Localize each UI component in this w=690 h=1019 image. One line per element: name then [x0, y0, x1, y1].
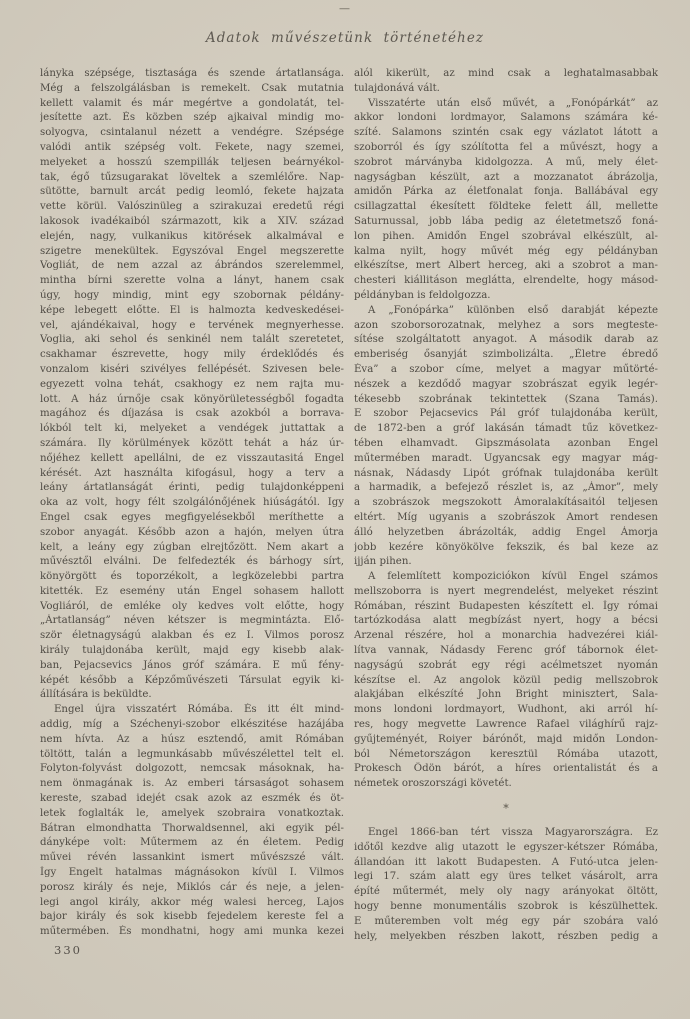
text-line: lányka szépsége, tisztasága és szende ártatlansága.: [40, 68, 344, 79]
text-line: alól kikerült, az mind csak a leghatalmasabbak: [354, 68, 658, 79]
text-line: valódi antik szépség volt. Fekete, nagy szemei,: [40, 141, 344, 153]
text-line: hogy benne monumentális szobrok is készülhettek.: [354, 901, 658, 913]
text-line: könyörgött és toporzékolt, a legközelebbi partra: [40, 571, 344, 583]
text-line: szobor anyagát. Később azon a hajón, melyen útra: [40, 526, 344, 538]
text-line: Arzenal részére, hol a monarchia hadvezérei kiál-: [354, 630, 658, 642]
text-line: amidőn Párka az életfonalat fonja. Ballábával egy: [354, 186, 658, 198]
text-line: Még a felszolgálásban is remekelt. Csak mutatnia: [40, 82, 344, 94]
text-line: szoborról és így szólította fel a művészt, hogy a: [354, 141, 658, 153]
text-line: magához és díjazása is csak azokból a borrava-: [40, 408, 344, 420]
text-line: szigetre menekültek. Egyszóval Engel megszerette: [40, 245, 344, 257]
text-line: porosz király és neje, Miklós cár és neje, a jelen-: [40, 881, 344, 893]
text-line: állandóan itt lakott Budapesten. A Futó-utca jelen-: [354, 856, 658, 868]
text-line: kitették. Ez esemény után Engel sohasem hallott: [40, 585, 344, 597]
text-line: jesítette azt. És közben szép ajkaival mindig mo-: [40, 112, 344, 124]
text-line: számára. Ily körülmények között tehát a ház úr-: [40, 437, 344, 449]
text-line: nagyságú szobrát egy régi acélmetszet nyomán: [354, 659, 658, 671]
text-line: emberiség ősanyját szimbolizálta. „Életre ébredő: [354, 349, 658, 361]
text-line: eltért. Míg ugyanis a szobrászok Amort rendesen: [354, 511, 658, 523]
text-line: tulajdonává vált.: [354, 82, 440, 94]
text-line: jobb kezére könyökölve fekszik, és bal keze az: [354, 541, 658, 553]
text-line: vonzalom kiséri szivélyes fellépését. Szivesen bele-: [40, 363, 344, 375]
text-line: egyezett volna tehát, csakhogy ez nem rajta mu-: [40, 378, 344, 390]
text-line: melyeket a hosszú szempillák teljesen beárnyékol-: [40, 156, 344, 168]
text-line: műtermében maradt. Ugyancsak egy magyar mág-: [354, 452, 658, 464]
text-line: úgy, hogy mindig, mint egy szobornak példány-: [40, 289, 344, 301]
text-line: Így Engelt hatalmas mágnásokon kívül I. Vilmos: [40, 867, 344, 879]
text-line: időtől kezdve alig utazott le egyszer-kétszer Rómába,: [354, 841, 658, 853]
text-line: chesteri kiállitáson meglátta, elrendelte, hogy másod-: [354, 275, 658, 287]
text-line: Bátran elmondhatta Thorwaldsennel, aki egyik pél-: [40, 822, 344, 834]
text-line: Visszatérte után első művét, a „Fonópárkát” az: [368, 97, 658, 109]
page-number: 330: [54, 943, 82, 957]
text-columns: [40, 67, 658, 944]
text-line: kellett valamit és már megértve a gondolatát, tel-: [40, 97, 344, 109]
text-line: álló helyzetben ábrázolták, addig Engel Ámorja: [354, 526, 658, 538]
text-line: Vogliáról, de emléke oly kedves volt előtte, hogy: [40, 600, 344, 612]
text-line: készítse el. Az angolok közül pedig mellszobrok: [354, 674, 658, 686]
text-line: lott. A ház úrnője csak könyörületességből fogadta: [40, 393, 344, 405]
text-line: kereste, szabad idejét csak azok az eszmék és öt-: [40, 793, 344, 805]
text-line: azon szoborsorozatnak, melyhez a sors megteste-: [354, 319, 658, 331]
text-line: oka az volt, hogy félt szolgálónőjének hiúságától. Igy: [40, 497, 344, 509]
text-line: legi 17. szám alatt egy üres telket vásárolt, arra: [354, 871, 658, 883]
text-line: Folyton-folyvást dolgozott, nemcsak másoknak, ha-: [40, 763, 344, 775]
text-line: szobrot márványba kidolgozza. A mű, mely élet-: [354, 156, 658, 168]
text-line: nem hívta. Az a húsz esztendő, amit Rómában: [40, 733, 344, 745]
text-line: példányban is feldolgozza.: [354, 289, 491, 301]
text-line: csakhamar észrevette, hogy mily érdeklődés és: [40, 349, 344, 361]
text-line: tében elhamvadt. Gipszmásolata azonban Engel: [354, 437, 658, 449]
text-column-left: [40, 67, 344, 944]
text-line: A felemlített kompoziciókon kívül Engel számos: [368, 571, 658, 583]
text-line: kérését. Azt használta kifogásul, hogy a terv a: [40, 467, 344, 479]
text-line: mons londoni lordmayort, Wudhont, aki arról hí-: [354, 704, 658, 716]
text-line: művei révén lassankint ismert művészszé vált.: [40, 852, 344, 864]
top-dash-mark: —: [339, 2, 351, 15]
text-line: vel, ajándékaival, hogy e tervének megnyerhesse.: [40, 319, 344, 331]
text-line: nészek a kezdődő magyar szobrászat egyik legér-: [354, 378, 658, 390]
text-line: képe lebegett előtte. El is halmozta kedveskedései-: [40, 304, 344, 316]
text-line: a szobrászok megszokott Ámoralakításaitól teljesen: [354, 497, 658, 509]
text-line: lókból telt ki, melyeket a vendégek juttattak a: [40, 423, 344, 435]
text-line: mellszoborra is nyert megrendelést, melyeket részint: [354, 585, 658, 597]
text-line: bajor király és sok kisebb fejedelem kereste fel a: [40, 911, 344, 923]
text-line: Vogliát, de nem azzal az ábrándos szerelemmel,: [40, 260, 344, 272]
text-line: akkor londoni lordmayor, Salamons számára ké-: [354, 112, 658, 124]
text-line: „Ártatlanság” néven kétszer is megmintázta. Elő-: [40, 615, 344, 627]
text-line: addig, míg a Széchenyi-szobor elkészitése hazájába: [40, 719, 344, 731]
text-column-right: [354, 67, 658, 944]
text-line: műtermében. És mondhatni, hogy ami munka kezei: [40, 926, 344, 938]
text-line: tak, égő tűzsugarakat löveltek a szemlélőre. Nap-: [40, 171, 344, 183]
text-line: tékesebb szobrának tekintettek (Szana Tamás).: [354, 393, 658, 405]
text-line: nagyságban készült, azt a mozzanatot ábrázolja,: [354, 171, 658, 183]
text-line: ból Németországon keresztül Rómába utazott,: [354, 748, 658, 760]
text-line: gyűjteményét, Roiyer bárónőt, majd midőn London-: [354, 733, 658, 745]
text-line: töltött, talán a legmunkásabb művészélettel telt el.: [40, 748, 344, 760]
text-line: csillagzattal ékesített földteke felett áll, mellette: [354, 201, 658, 213]
text-line: lakosok ivadékaiból származott, kik a XIV. század: [40, 215, 344, 227]
text-line: Engel csak egyes megfigyelésekből meríthette a: [40, 511, 344, 523]
text-line: leány ártatlanságát érinti, pedig tulajdonképpeni: [40, 482, 344, 494]
text-line: ször életnagyságú alakban és ez I. Vilmos porosz: [40, 630, 344, 642]
text-line: sítése szolgáltatott anyagot. A második darab az: [354, 334, 658, 346]
text-line: művésztől elválni. De felfedezték és bárhogy sírt,: [40, 556, 344, 568]
text-line: lon pihen. Amidőn Engel szobrával elkészült, al-: [354, 230, 658, 242]
text-line: A „Fonópárka” különben első darabját képezte: [368, 304, 658, 316]
text-line: letek foglalták le, amelyek szobraira vonatkoztak.: [40, 807, 344, 819]
text-line: a harmadik, a befejező részlet is, az „Ámor”, mely: [354, 482, 658, 494]
text-line: Voglia, aki sehol és senkinél nem talált szeretetet,: [40, 334, 344, 346]
text-line: ban, Pejacsevics János gróf számára. E mű fény-: [40, 659, 344, 671]
running-head-title: Adatok művészetünk történetéhez: [205, 30, 485, 46]
text-line: dányképe volt: Műtermem az én életem. Pedig: [40, 837, 344, 849]
text-line: Éva” a szobor címe, melyet a magyar műtörté-: [354, 363, 658, 375]
text-line: Engel újra visszatért Rómába. És itt élt mind-: [54, 704, 344, 716]
text-line: elején, nagy, vulkanikus kitörések alkalmával e: [40, 230, 344, 242]
section-separator-star: *: [503, 802, 509, 816]
text-line: hely, melyekben részben lakott, részben pedig a: [354, 930, 658, 942]
text-line: nőjéhez kellett apellálni, de ez visszautasitá Engel: [40, 452, 344, 464]
text-line: király tulajdonába került, majd egy kisebb alak-: [40, 645, 344, 657]
text-line: vette körül. Valószinüleg a szirakuzai eredetű régi: [40, 201, 344, 213]
text-line: mintha bírni szerette volna a lányt, hanem csak: [40, 275, 344, 287]
text-line: alakjában elkészíté John Bright minisztert, Sala-: [354, 689, 658, 701]
text-line: Saturnussal, jobb lába pedig az életetmetsző foná-: [354, 215, 658, 227]
text-line: de 1872-ben a gróf lakásán támadt tűz következ-: [354, 423, 658, 435]
text-line: E műteremben volt még egy pár szobára való: [354, 915, 658, 927]
text-line: Rómában, részint Budapesten készített el. Így római: [354, 600, 658, 612]
text-line: E szobor Pejacsevics Pál gróf tulajdonába került,: [354, 408, 658, 420]
text-line: solyogva, csintalanul nézett a vendégre. Szépsége: [40, 127, 344, 139]
text-line: nem önmagának is. Az emberi társaságot sohasem: [40, 778, 344, 790]
text-line: Engel 1866-ban tért vissza Magyarországra. Ez: [368, 827, 658, 839]
text-line: tartózkodása alatt megbízást nyert, hogy a bécsi: [354, 615, 658, 627]
text-line: res, hogy megvette Lawrence Rafael világhírű rajz-: [354, 719, 658, 731]
text-line: ijján pihen.: [354, 556, 412, 568]
text-line: kalma nyilt, hogy művét még egy példányban: [354, 245, 658, 257]
text-line: Prokesch Ödön bárót, a híres orientalistát és a: [354, 763, 658, 775]
text-line: szíté. Salamons szintén csak egy vázlatot látott a: [354, 127, 658, 139]
text-line: képét később a Képzőművészeti Társulat egyik ki-: [40, 674, 344, 686]
text-line: kelt, a leány egy zúgban elrejtőzött. Nem akart a: [40, 541, 344, 553]
text-line: építé műtermét, mely oly nagy arányokat öltött,: [354, 886, 658, 898]
text-line: állítására is beküldte.: [40, 689, 152, 701]
text-line: násnak, Nádasdy Lipót grófnak tulajdonába került: [354, 467, 658, 479]
text-line: elkészítse, mert Albert herceg, aki a szobrot a man-: [354, 260, 658, 272]
text-line: legi angol király, akkor még walesi herceg, Lajos: [40, 896, 344, 908]
text-line: lítva vannak, Nádasdy Ferenc gróf tábornok élet-: [354, 645, 658, 657]
text-line: sütötte, barnult arcát pedig leomló, fekete hajzata: [40, 186, 344, 198]
text-line: németek oroszországi követét.: [354, 778, 512, 790]
